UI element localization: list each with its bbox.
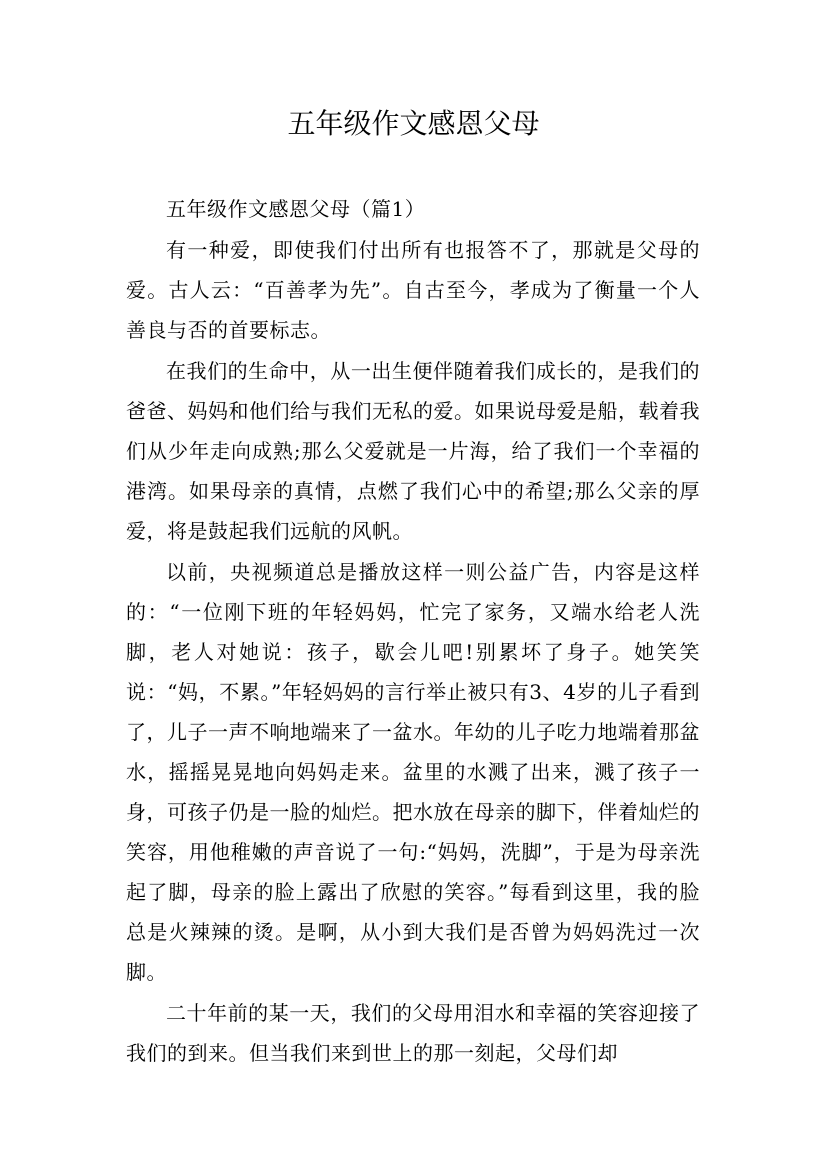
paragraph: 以前，央视频道总是播放这样一则公益广告，内容是这样的：“一位刚下班的年轻妈妈，忙完了家务，又端水给老人洗脚，老人对她说：孩子，歇会儿吧!别累坏了身子。她笑笑说：“妈，不累。”年轻妈妈的言行举止被只有3、4岁的儿子看到了，儿子一声不响地端来了一盆水。年幼的儿子吃力地端着那盆水，摇摇晃晃地向妈妈走来。盆里的水溅了出来，溅了孩子一身，可孩子仍是一脸的灿烂。把水放在母亲的脚下，伴着灿烂的笑容，用他稚嫩的声音说了一句:“妈妈，洗脚”，于是为母亲洗起了脚，母亲的脸上露出了欣慰的笑容。”每看到这里，我的脸总是火辣辣的烫。是啊，从小到大我们是否曾为妈妈洗过一次脚。 — [126, 560, 700, 984]
paragraph: 有一种爱，即使我们付出所有也报答不了，那就是父母的爱。古人云：“百善孝为先”。自古至今，孝成为了衡量一个人善良与否的首要标志。 — [126, 238, 700, 342]
paragraph: 二十年前的某一天，我们的父母用泪水和幸福的笑容迎接了我们的到来。但当我们来到世上的那一刻起，父母们却 — [126, 1001, 700, 1065]
document-body — [126, 189, 700, 1074]
paragraph: 在我们的生命中，从一出生便伴随着我们成长的，是我们的爸爸、妈妈和他们给与我们无私的爱。如果说母爱是船，载着我们从少年走向成熟;那么父爱就是一片海，给了我们一个幸福的港湾。如果母亲的真情，点燃了我们心中的希望;那么父亲的厚爱，将是鼓起我们远航的风帆。 — [126, 359, 700, 543]
document-title: 五年级作文感恩父母 — [287, 107, 540, 140]
section-heading: 五年级作文感恩父母（篇1） — [166, 197, 426, 221]
